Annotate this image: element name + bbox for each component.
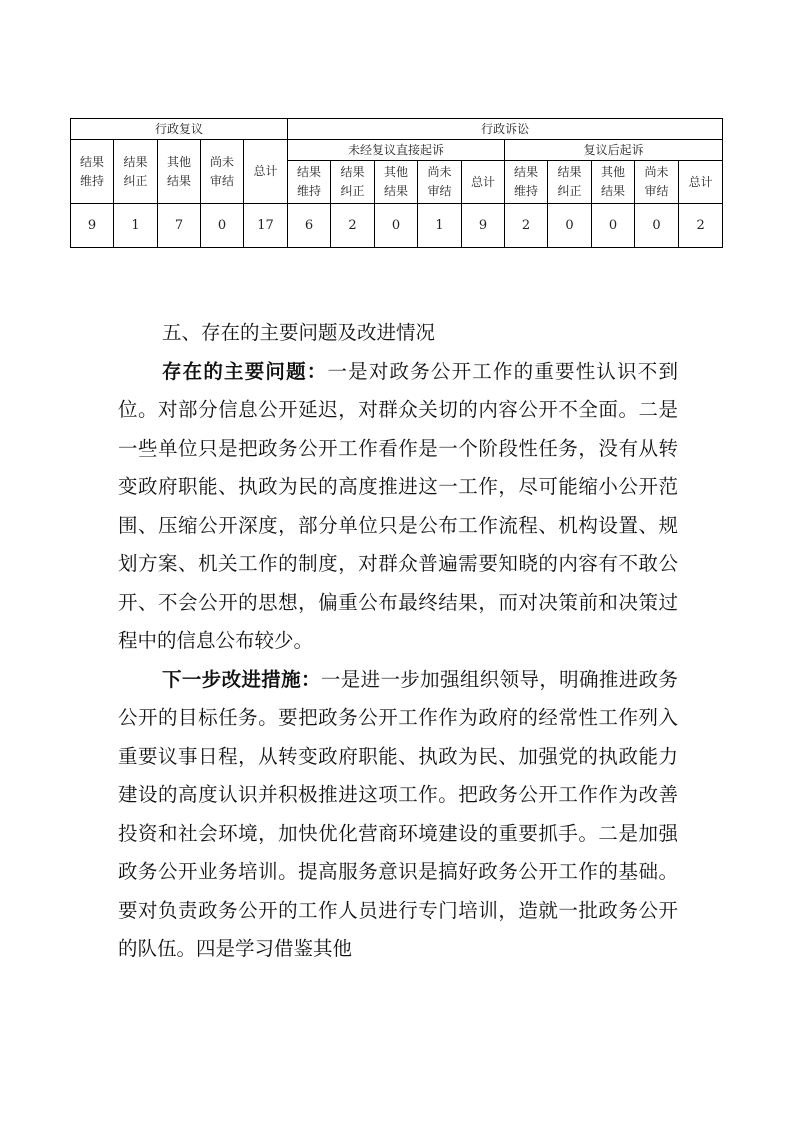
review-col-header: 总计 — [244, 140, 288, 204]
document-body — [118, 314, 678, 969]
review-col-header: 结果维持 — [71, 140, 114, 204]
no-review-col-header: 结果维持 — [288, 161, 331, 204]
after-review-col-header: 尚未审结 — [635, 161, 679, 204]
table-cell: 1 — [114, 204, 158, 248]
after-review-header: 复议后起诉 — [505, 140, 723, 161]
table-cell: 2 — [331, 204, 375, 248]
admin-litigation-header: 行政诉讼 — [288, 119, 723, 140]
problems-paragraph — [118, 353, 678, 661]
after-review-col-header: 总计 — [679, 161, 723, 204]
table-cell: 9 — [71, 204, 114, 248]
table-cell: 2 — [505, 204, 548, 248]
improvements-text: 一是进一步加强组织领导，明确推进政务公开的目标任务。要把政务公开工作作为政府的经常性工作列入重要议事日程，从转变政府职能、执政为民、加强党的执政能力建设的高度认识并积极推进这项工作。把政务公开工作作为改善投资和社会环境，加快优化营商环境建设的重要抓手。二是加强政务公开业务培训。提高服务意识是搞好政务公开工作的基础。要对负责政务公开的工作人员进行专门培训，造就一批政务公开的队伍。四是学习借鉴其他 — [118, 667, 678, 960]
no-review-header: 未经复议直接起诉 — [288, 140, 505, 161]
table-cell: 1 — [418, 204, 462, 248]
table-cell: 6 — [288, 204, 331, 248]
after-review-col-header: 结果维持 — [505, 161, 548, 204]
table-cell: 17 — [244, 204, 288, 248]
table-cell: 7 — [158, 204, 201, 248]
problems-lead: 存在的主要问题： — [162, 359, 328, 383]
review-litigation-table — [70, 118, 723, 248]
no-review-col-header: 尚未审结 — [418, 161, 462, 204]
improvements-paragraph — [118, 661, 678, 969]
section-heading: 五、存在的主要问题及改进情况 — [162, 321, 436, 344]
table-cell: 0 — [201, 204, 244, 248]
admin-review-header: 行政复议 — [71, 119, 288, 140]
table-cell: 0 — [592, 204, 635, 248]
no-review-col-header: 总计 — [462, 161, 505, 204]
no-review-col-header: 结果纠正 — [331, 161, 375, 204]
table-cell: 0 — [635, 204, 679, 248]
table-cell: 2 — [679, 204, 723, 248]
review-col-header: 其他结果 — [158, 140, 201, 204]
after-review-col-header: 其他结果 — [592, 161, 635, 204]
table-cell: 0 — [548, 204, 592, 248]
table-cell: 9 — [462, 204, 505, 248]
improvements-lead: 下一步改进措施： — [162, 667, 321, 691]
no-review-col-header: 其他结果 — [375, 161, 418, 204]
table-cell: 0 — [375, 204, 418, 248]
review-col-header: 结果纠正 — [114, 140, 158, 204]
after-review-col-header: 结果纠正 — [548, 161, 592, 204]
review-col-header: 尚未审结 — [201, 140, 244, 204]
problems-text: 一是对政务公开工作的重要性认识不到位。对部分信息公开延迟，对群众关切的内容公开不全面。二是一些单位只是把政务公开工作看作是一个阶段性任务，没有从转变政府职能、执政为民的高度推进这一工作，尽可能缩小公开范围、压缩公开深度，部分单位只是公布工作流程、机构设置、规划方案、机关工作的制度，对群众普遍需要知晓的内容有不敢公开、不会公开的思想，偏重公布最终结果，而对决策前和决策过程中的信息公布较少。 — [118, 359, 678, 652]
